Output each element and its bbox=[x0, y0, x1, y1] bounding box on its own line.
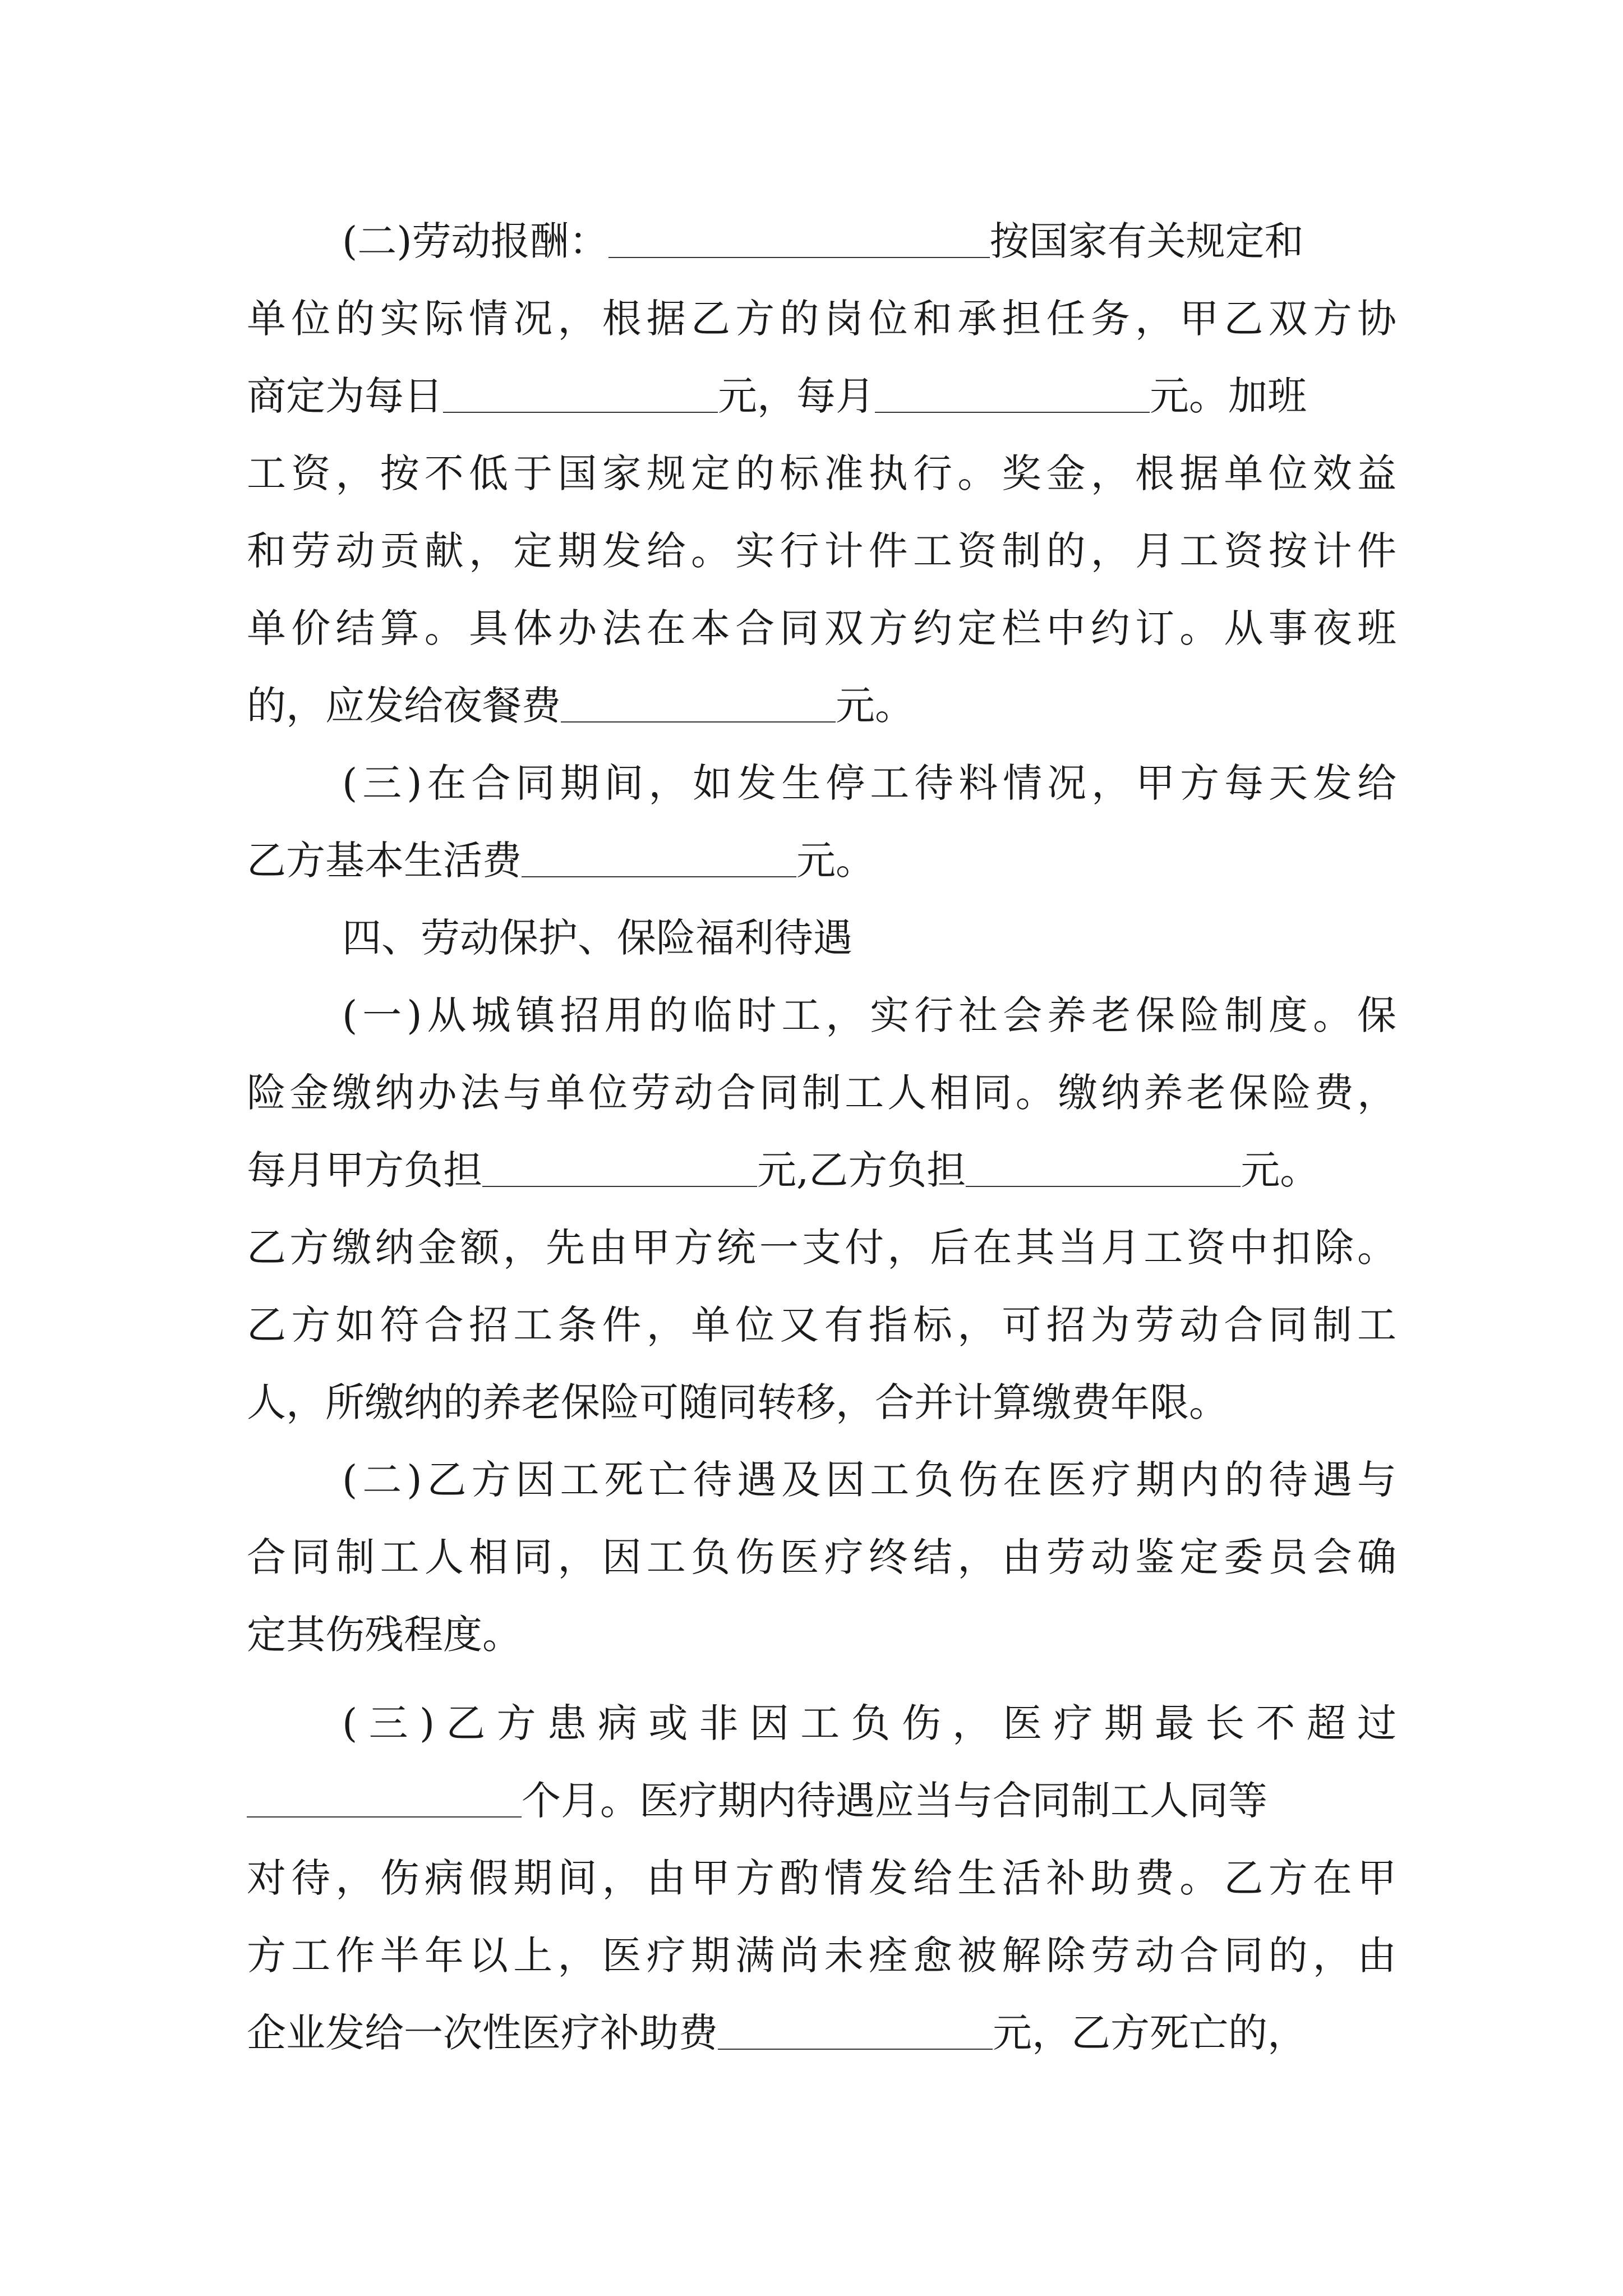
para-4-2-line-2: 合同制工人相同，因工负伤医疗终结，由劳动鉴定委员会确 bbox=[247, 1534, 1396, 1580]
para-2-2-line-3 bbox=[247, 357, 1396, 435]
para-text: 乙方基本生活费 bbox=[247, 838, 522, 884]
para-2-2-line-5: 和劳动贡献，定期发给。实行计件工资制的，月工资按计件 bbox=[247, 528, 1396, 574]
para-text: 元，每月 bbox=[718, 373, 875, 419]
para-2-2-line-2: 单位的实际情况，根据乙方的岗位和承担任务，甲乙双方协 bbox=[247, 296, 1396, 342]
fill-in-blank[interactable] bbox=[561, 682, 836, 723]
para-4-3-line-2 bbox=[247, 1761, 1396, 1840]
para-text: 元，乙方死亡的， bbox=[993, 2010, 1307, 2056]
para-text: 元。加班 bbox=[1150, 373, 1307, 419]
para-4-1-line-6: 人，所缴纳的养老保险可随同转移，合并计算缴费年限。 bbox=[247, 1379, 1228, 1425]
fill-in-blank[interactable] bbox=[718, 2009, 993, 2050]
fill-in-blank[interactable] bbox=[443, 372, 718, 413]
para-text: 按国家有关规定和 bbox=[989, 218, 1304, 264]
para-4-1-line-3 bbox=[247, 1131, 1396, 1209]
para-text: 企业发给一次性医疗补助费 bbox=[247, 2010, 718, 2056]
para-4-3-line-1: (三)乙方患病或非因工负伤，医疗期最长不超过 bbox=[342, 1700, 1396, 1746]
para-4-1-line-4: 乙方缴纳金额，先由甲方统一支付，后在其当月工资中扣除。 bbox=[247, 1225, 1396, 1271]
para-text: 个月。医疗期内待遇应当与合同制工人同等 bbox=[522, 1778, 1267, 1824]
fill-in-blank[interactable] bbox=[522, 837, 796, 877]
para-2-2-line-7 bbox=[247, 666, 1396, 745]
para-4-3-line-4: 方工作半年以上，医疗期满尚未痊愈被解除劳动合同的，由 bbox=[247, 1932, 1396, 1978]
para-text: (二)劳动报酬： bbox=[342, 218, 608, 264]
para-text: 每月甲方负担 bbox=[247, 1147, 482, 1193]
fill-in-blank[interactable] bbox=[875, 372, 1150, 413]
para-text: 元。 bbox=[796, 838, 875, 884]
para-text: 元。 bbox=[1241, 1147, 1320, 1193]
fill-in-blank[interactable] bbox=[966, 1147, 1241, 1187]
para-4-2-line-3: 定其伤残程度。 bbox=[247, 1612, 522, 1658]
fill-in-blank[interactable] bbox=[482, 1147, 757, 1187]
fill-in-blank[interactable] bbox=[247, 1777, 522, 1818]
para-2-2-line-1 bbox=[247, 202, 1396, 280]
para-2-3-line-1: (三)在合同期间，如发生停工待料情况，甲方每天发给 bbox=[342, 760, 1396, 806]
para-4-1-line-2: 险金缴纳办法与单位劳动合同制工人相同。缴纳养老保险费， bbox=[247, 1070, 1396, 1116]
para-text: 的，应发给夜餐费 bbox=[247, 683, 561, 729]
para-4-3-line-5 bbox=[247, 1994, 1396, 2072]
para-2-3-line-2 bbox=[247, 821, 1396, 900]
para-text: 元,乙方负担 bbox=[757, 1147, 966, 1193]
para-4-3-line-3: 对待，伤病假期间，由甲方酌情发给生活补助费。乙方在甲 bbox=[247, 1855, 1396, 1901]
para-2-2-line-4: 工资，按不低于国家规定的标准执行。奖金，根据单位效益 bbox=[247, 450, 1396, 496]
para-4-2-line-1: (二)乙方因工死亡待遇及因工负伤在医疗期内的待遇与 bbox=[342, 1457, 1396, 1503]
para-text: 元。 bbox=[836, 683, 914, 729]
para-text: 商定为每日 bbox=[247, 373, 443, 419]
para-2-2-line-6: 单价结算。具体办法在本合同双方约定栏中约订。从事夜班 bbox=[247, 605, 1396, 651]
fill-in-blank[interactable] bbox=[608, 218, 990, 258]
para-4-1-line-5: 乙方如符合招工条件，单位又有指标，可招为劳动合同制工 bbox=[247, 1302, 1396, 1348]
section-heading: 四、劳动保护、保险福利待遇 bbox=[342, 915, 852, 961]
para-4-1-line-1: (一)从城镇招用的临时工，实行社会养老保险制度。保 bbox=[342, 992, 1396, 1038]
